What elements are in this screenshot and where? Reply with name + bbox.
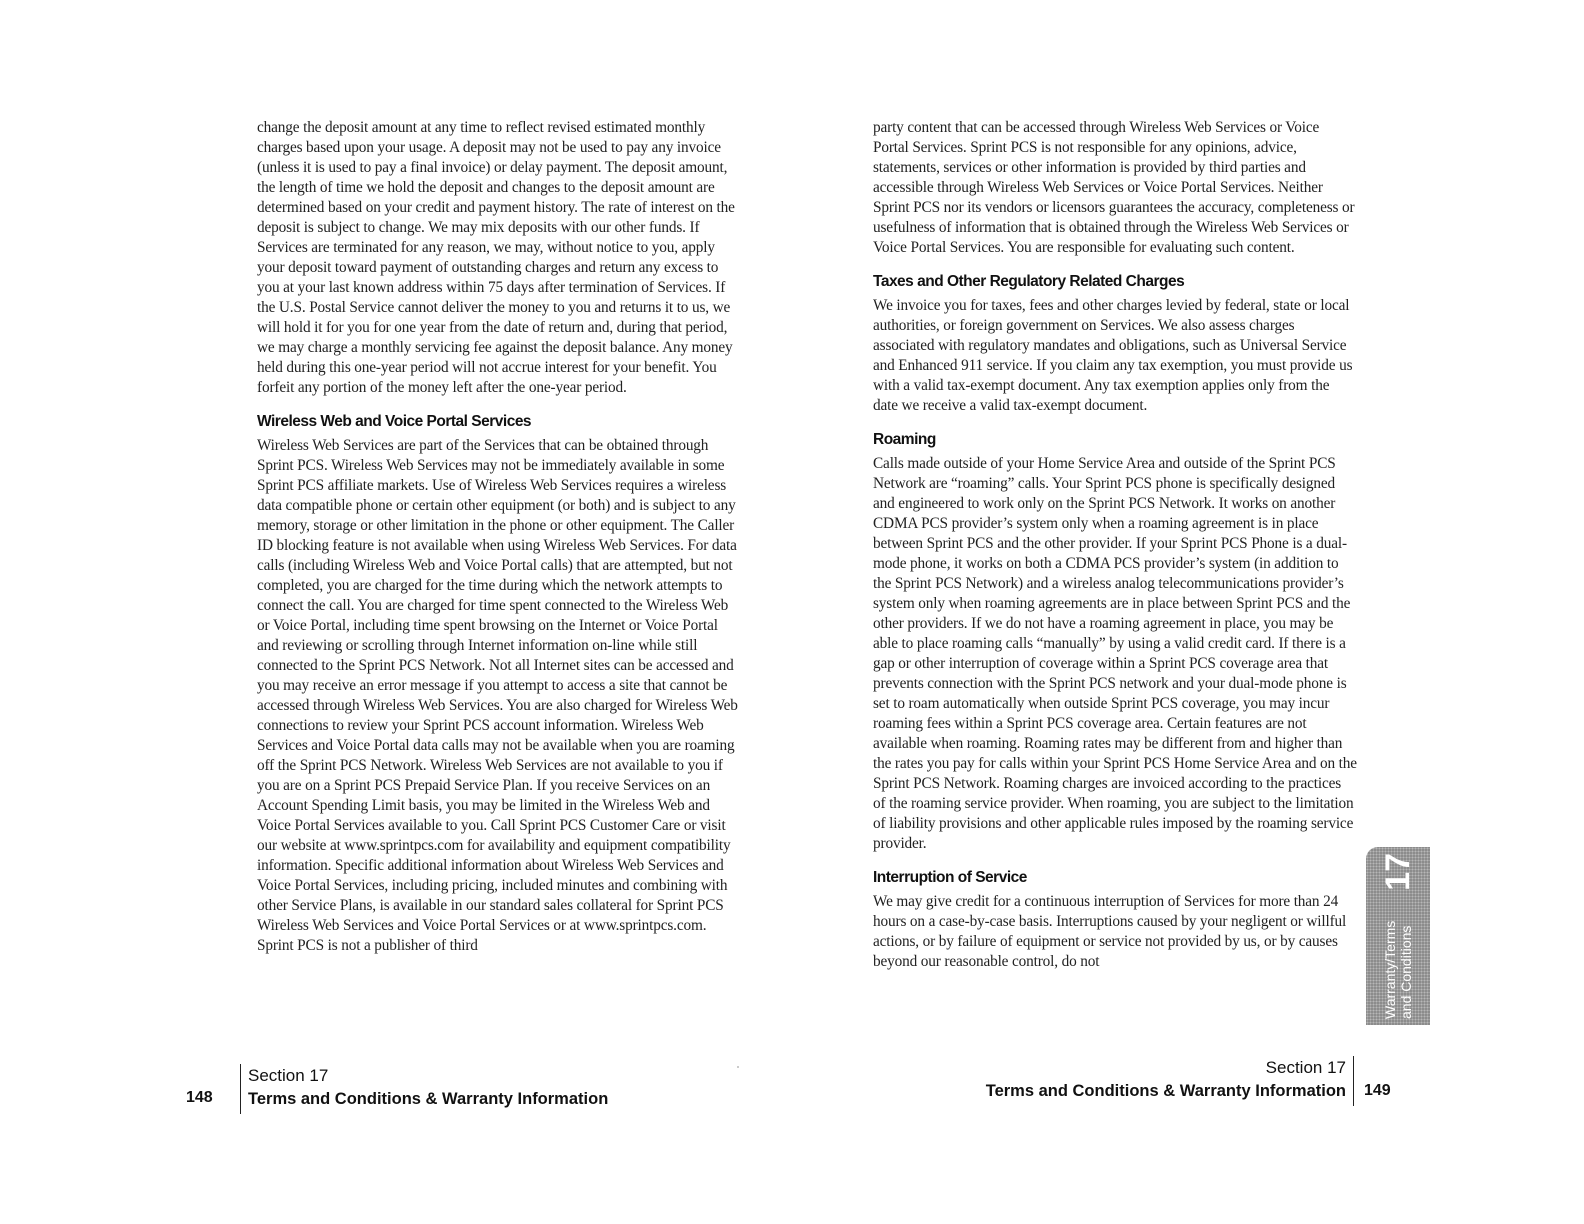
interruption-paragraph: We may give credit for a continuous interruption of Services for more than 24 hours on a case-by-case basis. Interruptions caused by your negligent or willful actions, or by failure of equipment or service not provided by us, or by causes beyond our reasonable control, do not xyxy=(873,893,1347,970)
wireless-web-paragraph: Wireless Web Services are part of the Services that can be obtained through Sprint PCS. Wireless Web Services may not be immediately available in some Sprint PCS affiliate markets. Use of Wireless Web Services requires a wireless data compatible phone or certain other equipment (or both) and is subject to any memory, storage or other limitation in the phone or other equipment. The Caller ID blocking feature is not available when using Wireless Web Services. For data calls (including Wireless Web and Voice Portal calls) that are attempted, but not completed, you are charged for the time during which the network attempts to connect the call. You are charged for time spent connected to the Wireless Web or Voice Portal, including time spent browsing on the Internet or Voice Portal and reviewing or scrolling through Internet information on-line while still connected to the Sprint PCS Network. Not all Internet sites can be accessed and you may receive an error message if you attempt to access a site that cannot be accessed through Wireless Web Services. You are also charged for Wireless Web connections to review your Sprint PCS account information. Wireless Web Services and Voice Portal data calls may not be available when you are roaming off the Sprint PCS Network. Wireless Web Services are not available to you if you are on a Sprint PCS Prepaid Service Plan. If you receive Services on an Account Spending Limit basis, you may be limited in the Wireless Web and Voice Portal Services available to you. Call Sprint PCS Customer Care or visit our website at www.sprintpcs.com for availability and equipment compatibility information. Specific additional information about Wireless Web Services and Voice Portal Services, including pricing, included minutes and combining with other Service Plans, is available in our standard sales collateral for Sprint PCS Wireless Web Services and Voice Portal Services or at www.sprintpcs.com. Sprint PCS is not a publisher of third xyxy=(257,437,738,954)
left-intro-paragraph: change the deposit amount at any time to reflect revised estimated monthly charges based upon your usage. A deposit may not be used to pay any invoice (unless it is used to pay a final invoice) or delay payment. The deposit amount, the length of time we hold the deposit and changes to the deposit amount are determined based on your credit and payment history. The rate of interest on the deposit is subject to change. We may mix deposits with our other funds. If Services are terminated for any reason, we may, without notice to you, apply your deposit toward payment of outstanding charges and return any excess to you at your last known address within 75 days after termination of Services. If the U.S. Postal Service cannot deliver the money to you and returns it to us, we will hold it for you for one year from the date of return and, during that period, we may charge a monthly servicing fee against the deposit balance. Any money held during this one-year period will not accrue interest for your benefit. You forfeit any portion of the money left after the one-year period. xyxy=(257,119,735,396)
wireless-web-heading: Wireless Web and Voice Portal Services xyxy=(257,413,532,430)
section-tab-content xyxy=(1366,847,1430,1025)
scan-speck xyxy=(737,1066,739,1068)
right-page-number: 149 xyxy=(1364,1082,1391,1099)
left-footer-section: Section 17 xyxy=(248,1066,329,1085)
left-footer xyxy=(240,1064,608,1114)
continued-paragraph: party content that can be accessed through Wireless Web Services or Voice Portal Services. Sprint PCS is not responsible for any opinions, advice, statements, services or other information is provided by third parties and accessible through Wireless Web Services or Voice Portal Services. Neither Sprint PCS nor its vendors or licensors guarantees the accuracy, completeness or usefulness of information that is obtained through the Wireless Web Services or Voice Portal Services. You are responsible for evaluating such content. xyxy=(873,119,1355,256)
roaming-paragraph: Calls made outside of your Home Service Area and outside of the Sprint PCS Network are “roaming” calls. Your Sprint PCS phone is specifically designed and engineered to work only on the Sprint PCS Network. It works on another CDMA PCS provider’s system only when a roaming agreement is in place between Sprint PCS and the other provider. If your Sprint PCS Phone is a dual-mode phone, it works on both a CDMA PCS provider’s system (in addition to the Sprint PCS Network) and a wireless analog telecommunications provider’s system only when roaming agreements are in place between Sprint PCS and the other providers. If we do not have a roaming agreement in place, you may be able to place roaming calls “manually” by using a valid credit card. If there is a gap or other interruption of coverage within a Sprint PCS coverage area that prevents connection with the Sprint PCS network and your dual-mode phone is set to roam automatically when outside Sprint PCS coverage, you may incur roaming fees within a Sprint PCS coverage area. Certain features are not available when roaming. Roaming rates may be different from and higher than the rates you pay for calls within your Sprint PCS Home Service Area and on the Sprint PCS Network. Roaming charges are invoiced according to the practices of the roaming service provider. When roaming, you are subject to the limitation of liability provisions and other applicable rules imposed by the roaming service provider. xyxy=(873,455,1357,852)
left-page-column xyxy=(257,118,741,956)
left-footer-title: Terms and Conditions & Warranty Information xyxy=(248,1090,609,1108)
left-page-number: 148 xyxy=(186,1089,213,1106)
right-footer-section: Section 17 xyxy=(1265,1058,1346,1077)
right-footer xyxy=(986,1056,1354,1106)
section-tab xyxy=(1366,847,1430,1025)
section-tab-line2: and Conditions xyxy=(1398,925,1414,1019)
taxes-heading: Taxes and Other Regulatory Related Charges xyxy=(873,273,1185,290)
right-page-column xyxy=(873,118,1357,972)
section-tab-number: 17 xyxy=(1378,853,1417,891)
section-tab-line1: Warranty/Terms xyxy=(1382,920,1398,1019)
section-tab-label xyxy=(1382,921,1414,1019)
taxes-paragraph: We invoice you for taxes, fees and other charges levied by federal, state or local authorities, or foreign government on Services. We also assess charges associated with regulatory mandates and obligations, such as Universal Service and Enhanced 911 service. If you claim any tax exemption, you must provide us with a valid tax-exempt document. Any tax exemption applies only from the date we receive a valid tax-exempt document. xyxy=(873,297,1353,414)
interruption-heading: Interruption of Service xyxy=(873,869,1027,886)
right-footer-title: Terms and Conditions & Warranty Information xyxy=(985,1082,1346,1100)
roaming-heading: Roaming xyxy=(873,431,936,448)
